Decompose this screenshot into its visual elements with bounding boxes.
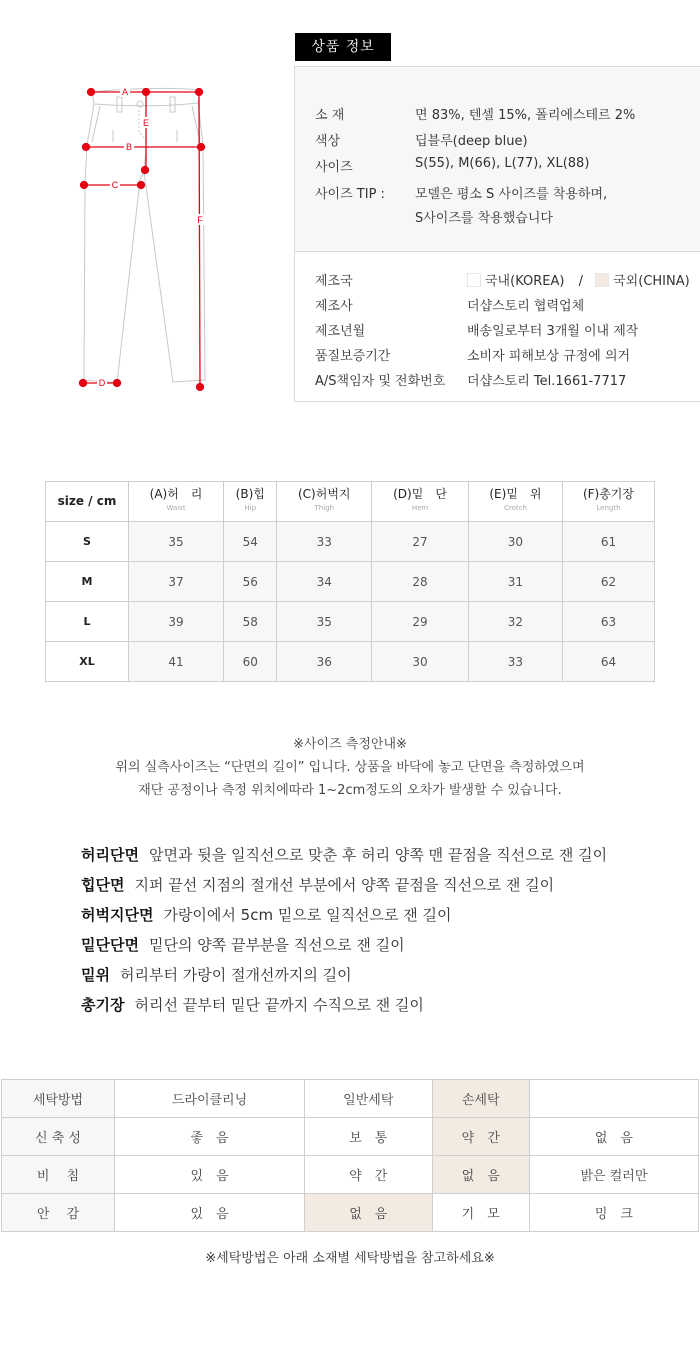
care-cell-selected: 없 음 <box>305 1194 433 1232</box>
care-cell: 일반세탁 <box>305 1080 433 1118</box>
spec-key: 사이즈 <box>315 160 353 175</box>
row-label: 신 축 성 <box>2 1118 115 1156</box>
definition-desc: 허리부터 가랑이 절개선까지의 길이 <box>119 966 352 984</box>
product-info-title: 상품 정보 <box>295 33 391 61</box>
care-cell: 밝은 컬러만 <box>529 1156 698 1194</box>
svg-text:D: D <box>98 378 106 388</box>
spec-value: 딥블루(deep blue) <box>415 134 528 149</box>
col-crotch: (E)밑 위 Crotch <box>468 482 562 522</box>
size-value: 37 <box>129 562 224 602</box>
care-cell: 없 음 <box>529 1118 698 1156</box>
size-value: 54 <box>224 522 277 562</box>
size-corner-cell: size / cm <box>46 482 129 522</box>
size-value: 39 <box>129 602 224 642</box>
size-value: 29 <box>372 602 469 642</box>
definition-item <box>81 993 607 1023</box>
definition-item <box>81 963 607 993</box>
size-value: 58 <box>224 602 277 642</box>
info-value: 더샵스토리 협력업체 <box>467 299 585 314</box>
svg-text:E: E <box>142 118 150 128</box>
definition-item <box>81 933 607 963</box>
spec-value: 면 83%, 텐셀 15%, 폴리에스테르 2% <box>415 108 636 123</box>
china-checkbox <box>595 273 609 287</box>
care-cell: 보 통 <box>305 1118 433 1156</box>
guide-line: 위의 실측사이즈는 “단면의 길이” 입니다. 상품을 바닥에 놓고 단면을 측정하였으며 <box>115 760 585 775</box>
info-key: A/S책임자 및 전화번호 <box>315 374 446 389</box>
care-cell: 기 모 <box>432 1194 529 1232</box>
size-label: XL <box>46 642 129 682</box>
svg-text:F: F <box>197 215 203 225</box>
wash-note: ※세탁방법은 아래 소재별 세탁방법을 참고하세요※ <box>205 1251 495 1266</box>
size-value: 32 <box>468 602 562 642</box>
origin-key: 제조국 <box>315 274 353 289</box>
row-label: 안 감 <box>2 1194 115 1232</box>
spec-key: 색상 <box>315 134 341 149</box>
size-value: 60 <box>224 642 277 682</box>
row-label: 세탁방법 <box>2 1080 115 1118</box>
size-table <box>45 481 655 682</box>
col-hip: (B)힙 Hip <box>224 482 277 522</box>
size-label: M <box>46 562 129 602</box>
info-value: 배송일로부터 3개월 이내 제작 <box>467 324 639 339</box>
table-row <box>46 602 655 642</box>
product-spec-box <box>294 66 700 252</box>
size-value: 64 <box>562 642 654 682</box>
size-value: 30 <box>372 642 469 682</box>
col-waist: (A)허 리 Waist <box>129 482 224 522</box>
size-value: 41 <box>129 642 224 682</box>
care-cell: 있 음 <box>115 1194 305 1232</box>
col-hem: (D)밑 단 Hem <box>372 482 469 522</box>
row-label: 비 침 <box>2 1156 115 1194</box>
definition-term: 허리단면 <box>81 846 139 864</box>
fabric-care-table <box>1 1079 699 1232</box>
size-value: 33 <box>468 642 562 682</box>
size-value: 62 <box>562 562 654 602</box>
table-row <box>46 562 655 602</box>
col-length: (F)총기장 Length <box>562 482 654 522</box>
size-value: 27 <box>372 522 469 562</box>
china-label: 국외(CHINA) <box>613 274 690 289</box>
manufacture-info-box <box>294 252 700 402</box>
origin-options <box>467 270 690 289</box>
definition-term: 총기장 <box>81 996 125 1014</box>
info-key: 품질보증기간 <box>315 349 391 364</box>
size-value: 34 <box>277 562 372 602</box>
care-cell: 좋 음 <box>115 1118 305 1156</box>
care-cell-selected: 약 간 <box>432 1118 529 1156</box>
definition-item <box>81 873 607 903</box>
care-cell <box>529 1080 698 1118</box>
definition-term: 밑위 <box>81 966 110 984</box>
care-cell: 밍 크 <box>529 1194 698 1232</box>
measurement-definitions <box>81 843 607 1023</box>
table-row <box>46 642 655 682</box>
definition-item <box>81 903 607 933</box>
guide-title: ※사이즈 측정안내※ <box>293 737 407 752</box>
size-value: 35 <box>129 522 224 562</box>
size-value: 56 <box>224 562 277 602</box>
definition-item <box>81 843 607 873</box>
pants-measurement-diagram <box>60 70 240 400</box>
korea-checkbox <box>467 273 481 287</box>
size-label: S <box>46 522 129 562</box>
size-value: 36 <box>277 642 372 682</box>
size-value: 30 <box>468 522 562 562</box>
spec-key: 사이즈 TIP : <box>315 187 385 202</box>
definition-desc: 밑단의 양쪽 끝부분을 직선으로 잰 길이 <box>148 936 405 954</box>
table-row <box>2 1118 699 1156</box>
definition-term: 허벅지단면 <box>81 906 154 924</box>
definition-term: 밑단단면 <box>81 936 139 954</box>
info-key: 제조사 <box>315 299 353 314</box>
origin-separator: / <box>578 274 583 289</box>
table-row <box>2 1194 699 1232</box>
col-thigh: (C)허벅지 Thigh <box>277 482 372 522</box>
definition-desc: 지퍼 끝선 지점의 절개선 부분에서 양쪽 끝점을 직선으로 잰 길이 <box>134 876 555 894</box>
care-cell: 드라이클리닝 <box>115 1080 305 1118</box>
info-value: 더샵스토리 Tel.1661-7717 <box>467 374 627 389</box>
size-value: 28 <box>372 562 469 602</box>
definition-desc: 가랑이에서 5cm 밑으로 일직선으로 잰 길이 <box>163 906 452 924</box>
table-row <box>46 522 655 562</box>
spec-key: 소 재 <box>315 108 345 123</box>
svg-text:A: A <box>121 87 129 97</box>
info-key: 제조년월 <box>315 324 366 339</box>
definition-desc: 앞면과 뒷을 일직선으로 맞춘 후 허리 양쪽 맨 끝점을 직선으로 잰 길이 <box>148 846 608 864</box>
svg-text:C: C <box>111 180 119 190</box>
spec-value: 모델은 평소 S 사이즈를 착용하며, <box>415 187 608 202</box>
info-value: 소비자 피해보상 규정에 의거 <box>467 349 631 364</box>
guide-line: 재단 공정이나 측정 위치에따라 1~2cm정도의 오차가 발생할 수 있습니다. <box>138 783 562 798</box>
table-row <box>2 1156 699 1194</box>
spec-value: S(55), M(66), L(77), XL(88) <box>415 156 590 171</box>
definition-term: 힙단면 <box>81 876 125 894</box>
definition-desc: 허리선 끝부터 밑단 끝까지 수직으로 잰 길이 <box>134 996 424 1014</box>
size-value: 33 <box>277 522 372 562</box>
care-cell: 약 간 <box>305 1156 433 1194</box>
svg-text:B: B <box>125 142 133 152</box>
size-value: 61 <box>562 522 654 562</box>
care-cell-selected: 없 음 <box>432 1156 529 1194</box>
care-cell-selected: 손세탁 <box>432 1080 529 1118</box>
size-label: L <box>46 602 129 642</box>
measurement-guide <box>0 733 700 802</box>
care-cell: 있 음 <box>115 1156 305 1194</box>
table-row <box>2 1080 699 1118</box>
size-value: 35 <box>277 602 372 642</box>
size-table-header <box>46 482 655 522</box>
size-value: 63 <box>562 602 654 642</box>
korea-label: 국내(KOREA) <box>485 274 565 289</box>
size-value: 31 <box>468 562 562 602</box>
spec-value-line2: S사이즈를 착용했습니다 <box>415 211 553 226</box>
